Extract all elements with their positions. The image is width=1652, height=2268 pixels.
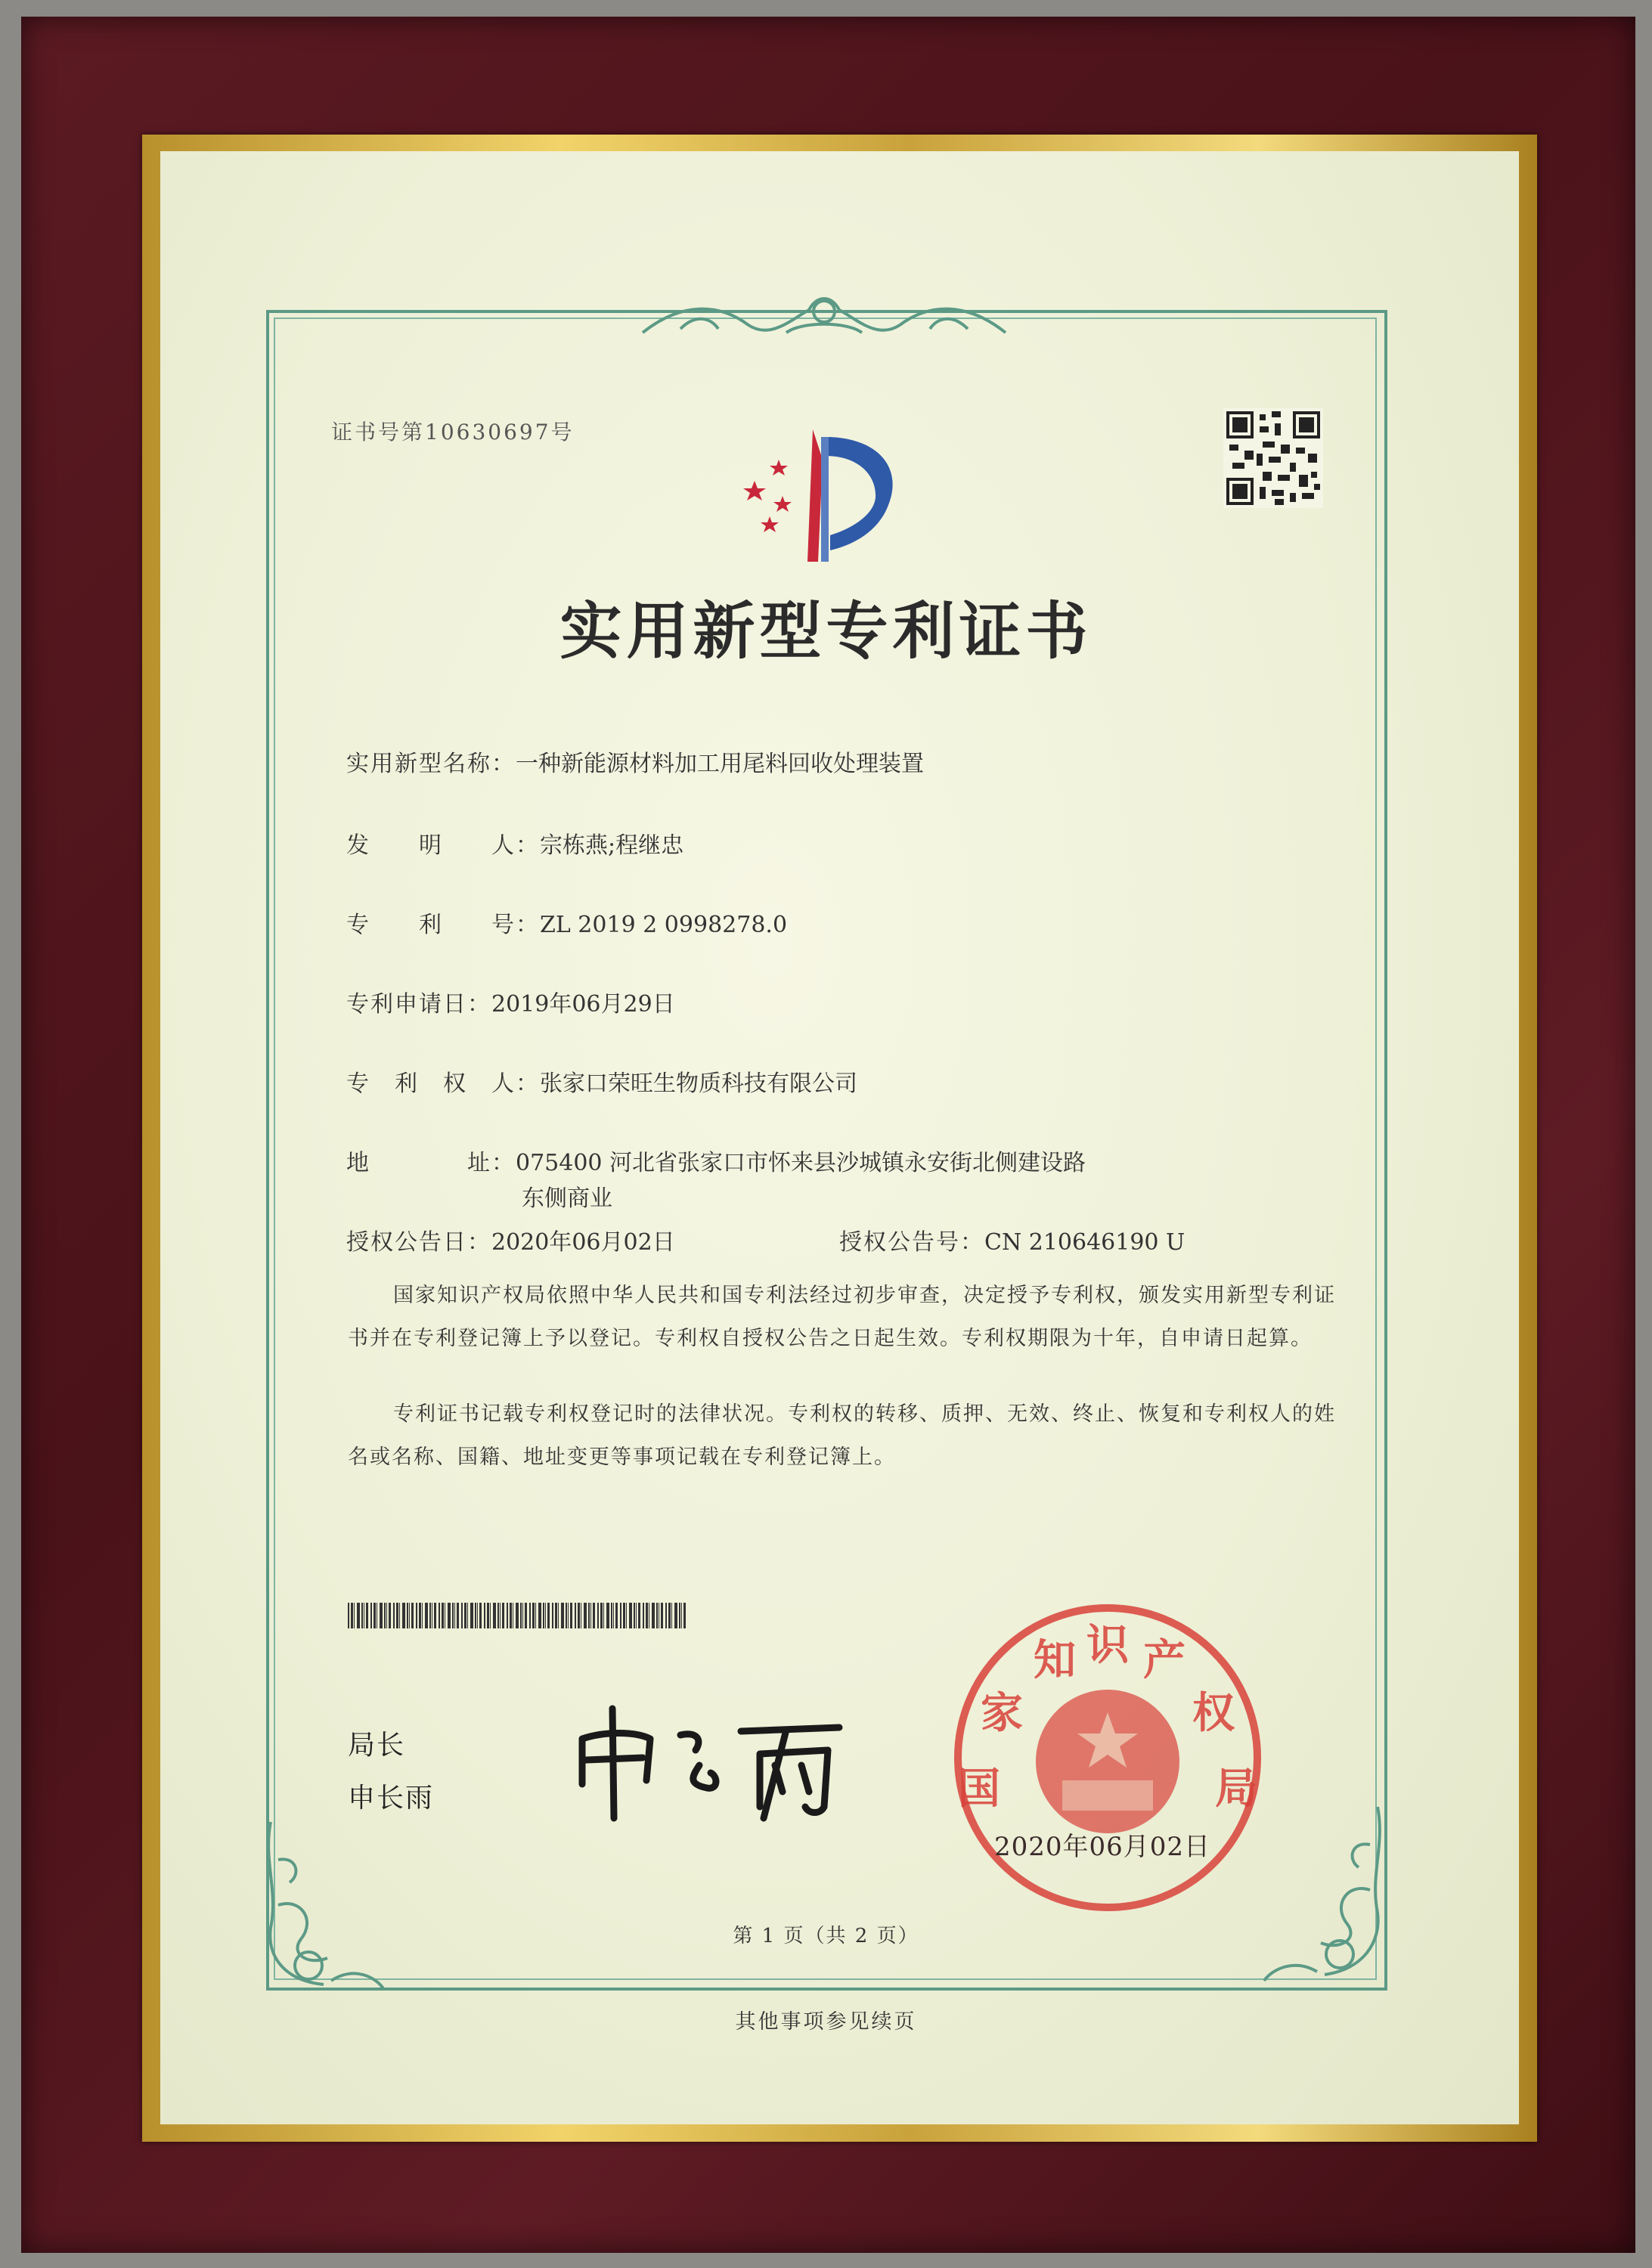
field-name-label: 实用新型名称：	[346, 751, 516, 777]
body-paragraph-2: 专利证书记载专利权登记时的法律状况。专利权的转移、质押、无效、终止、恢复和专利权人的姓名或名称、国籍、地址变更等事项记载在专利登记簿上。	[348, 1402, 1336, 1469]
field-address-line2	[522, 1179, 612, 1213]
field-inventor	[346, 826, 683, 860]
bottom-left-ornament	[256, 1814, 392, 1996]
page-number: 第 1 页（共 2 页）	[733, 1925, 919, 1947]
qr-code	[1223, 408, 1323, 508]
field-filing-date-label: 专利申请日：	[346, 991, 491, 1018]
director-name: 申长雨	[348, 1783, 435, 1814]
top-ornament	[635, 287, 1013, 348]
seal-date: 2020年06月02日	[994, 1832, 1211, 1862]
field-patent-no-value: ZL 2019 2 0998278.0	[540, 912, 788, 938]
field-grant-no-value: CN 210646190 U	[984, 1229, 1186, 1256]
field-patentee	[346, 1064, 857, 1098]
svg-text:权: 权	[1192, 1688, 1235, 1738]
field-patentee-label: 专 利 权 人：	[346, 1070, 540, 1097]
patent-office-logo	[726, 414, 922, 565]
certificate-title: 实用新型专利证书	[559, 595, 1093, 668]
continued-note: 其他事项参见续页	[735, 2010, 917, 2034]
field-grant-date	[346, 1223, 675, 1256]
field-name	[346, 745, 924, 778]
director-title: 局长	[348, 1730, 406, 1761]
field-address-value-line2: 东侧商业	[522, 1185, 612, 1212]
field-patentee-value: 张家口荣旺生物质科技有限公司	[540, 1070, 857, 1097]
field-patent-no	[346, 906, 787, 939]
field-patent-no-label: 专 利 号：	[346, 912, 540, 938]
field-inventor-label: 发 明 人：	[346, 832, 540, 859]
director-signature	[567, 1693, 854, 1822]
field-name-value: 一种新能源材料加工用尾料回收处理装置	[516, 751, 924, 777]
svg-text:识: 识	[1086, 1620, 1129, 1670]
svg-text:知: 知	[1034, 1635, 1076, 1685]
field-grant-date-label: 授权公告日：	[346, 1229, 491, 1256]
barcode	[348, 1603, 688, 1628]
svg-text:产: 产	[1143, 1635, 1186, 1685]
field-address-label: 地 址：	[346, 1150, 516, 1176]
body-paragraph-1: 国家知识产权局依照中华人民共和国专利法经过初步审查，决定授予专利权，颁发实用新型专利证书并在专利登记簿上予以登记。专利权自授权公告之日起生效。专利权期限为十年，自申请日起算。	[348, 1284, 1336, 1350]
certificate-number: 证书号第10630697号	[331, 420, 575, 445]
field-address	[346, 1144, 1086, 1177]
field-grant-date-value: 2020年06月02日	[491, 1229, 675, 1256]
bottom-right-ornament	[1257, 1799, 1393, 1996]
field-filing-date	[346, 985, 675, 1018]
svg-text:国: 国	[958, 1764, 1000, 1814]
field-grant-no	[839, 1223, 1185, 1256]
svg-text:局: 局	[1215, 1764, 1257, 1814]
field-grant-no-label: 授权公告号：	[839, 1229, 984, 1256]
field-address-value-line1: 075400 河北省张家口市怀来县沙城镇永安街北侧建设路	[516, 1150, 1086, 1176]
field-filing-date-value: 2019年06月29日	[491, 991, 675, 1018]
svg-text:家: 家	[981, 1688, 1023, 1738]
official-seal	[949, 1599, 1266, 1916]
field-inventor-value: 宗栋燕;程继忠	[540, 832, 684, 859]
